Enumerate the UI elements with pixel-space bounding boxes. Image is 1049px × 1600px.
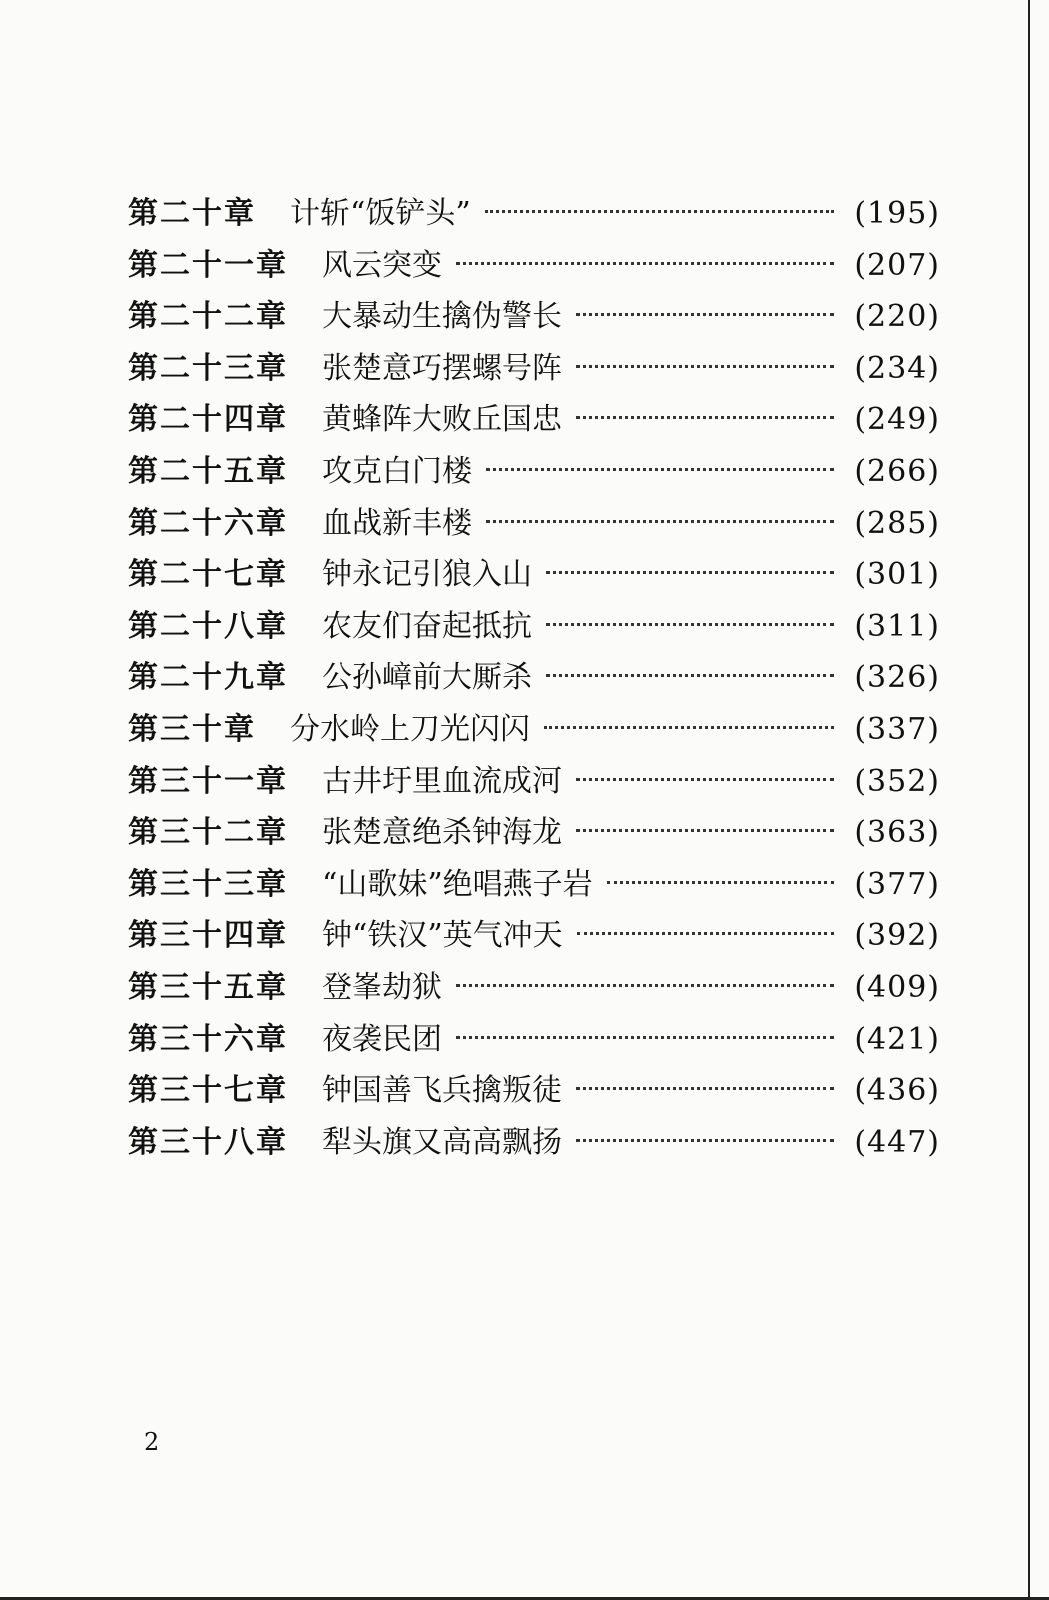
chapter-page-number: (436) [854,1073,940,1109]
toc-entry [128,603,940,655]
dot-leader [486,468,834,471]
chapter-number: 第二十七章 [128,557,288,593]
chapter-number: 第二十一章 [128,247,288,283]
chapter-title: 分水岭上刀光闪闪 [290,711,530,747]
dot-leader [576,778,834,781]
toc-entry [128,706,940,758]
chapter-number: 第三十七章 [128,1073,288,1109]
dot-leader [544,726,834,729]
dot-leader [576,829,834,832]
chapter-page-number: (337) [854,711,940,747]
chapter-page-number: (249) [854,402,940,438]
dot-leader [607,881,834,884]
chapter-number: 第二十章 [128,196,256,231]
chapter-page-number: (326) [854,660,940,696]
page-number: 2 [144,1428,160,1456]
toc-entry [128,809,940,861]
chapter-title: 黄蜂阵大败丘国忠 [322,402,562,438]
chapter-number: 第二十四章 [128,402,288,438]
chapter-number: 第三十六章 [128,1021,288,1057]
chapter-title: 古井圩里血流成河 [322,763,562,799]
dot-leader [576,1139,834,1142]
chapter-title: 计斩“饭铲头” [290,196,471,231]
chapter-title: 大暴动生擒伪警长 [322,299,562,335]
toc-entry [128,1016,940,1068]
chapter-title: 钟永记引狼入山 [322,557,532,593]
toc-entry [128,551,940,603]
chapter-title: 犁头旗又高高飘扬 [322,1124,562,1160]
dot-leader [577,932,834,935]
chapter-title: 钟“铁汉”英气冲天 [322,918,563,954]
dot-leader [456,984,834,987]
chapter-number: 第三十五章 [128,969,288,1005]
chapter-number: 第二十六章 [128,505,288,541]
dot-leader [546,571,834,574]
toc-entry [128,448,940,500]
chapter-title: 血战新丰楼 [322,505,472,541]
toc-entry [128,912,940,964]
chapter-title: 张楚意巧摆螺号阵 [322,350,562,386]
chapter-number: 第三十二章 [128,815,288,851]
chapter-page-number: (392) [854,918,940,954]
chapter-page-number: (363) [854,815,940,851]
dot-leader [546,623,834,626]
chapter-number: 第三十一章 [128,763,288,799]
toc-entry [128,1067,940,1119]
table-of-contents [128,190,940,1170]
toc-entry [128,500,940,552]
chapter-number: 第二十二章 [128,299,288,335]
toc-entry [128,758,940,810]
chapter-number: 第二十九章 [128,660,288,696]
page-edge-right [1028,0,1030,1600]
chapter-title: 攻克白门楼 [322,453,472,489]
dot-leader [576,365,834,368]
dot-leader [456,1036,834,1039]
chapter-number: 第三十章 [128,711,256,747]
chapter-page-number: (207) [854,247,940,283]
chapter-page-number: (311) [854,608,940,644]
chapter-page-number: (195) [854,196,940,231]
dot-leader [456,262,834,265]
chapter-number: 第三十八章 [128,1124,288,1160]
dot-leader [576,313,834,316]
toc-entry [128,1119,940,1171]
dot-leader [576,416,834,419]
chapter-title: 张楚意绝杀钟海龙 [322,815,562,851]
chapter-title: “山歌妹”绝唱燕子岩 [322,866,593,902]
chapter-number: 第三十四章 [128,918,288,954]
chapter-number: 第二十三章 [128,350,288,386]
toc-entry [128,654,940,706]
toc-entry [128,293,940,345]
dot-leader [576,1087,834,1090]
chapter-title: 农友们奋起抵抗 [322,608,532,644]
chapter-title: 钟国善飞兵擒叛徒 [322,1073,562,1109]
dot-leader [546,674,834,677]
chapter-number: 第三十三章 [128,866,288,902]
toc-entry [128,396,940,448]
chapter-page-number: (409) [854,969,940,1005]
toc-entry [128,345,940,397]
dot-leader [486,520,834,523]
chapter-number: 第二十五章 [128,453,288,489]
chapter-page-number: (447) [854,1124,940,1160]
toc-entry [128,190,940,242]
chapter-page-number: (285) [854,505,940,541]
chapter-number: 第二十八章 [128,608,288,644]
dot-leader [485,210,834,213]
chapter-title: 公孙嶂前大厮杀 [322,660,532,696]
chapter-title: 登峯劫狱 [322,969,442,1005]
chapter-page-number: (377) [854,866,940,902]
toc-entry [128,964,940,1016]
chapter-page-number: (352) [854,763,940,799]
chapter-page-number: (421) [854,1021,940,1057]
chapter-title: 风云突变 [322,247,442,283]
chapter-page-number: (301) [854,557,940,593]
chapter-page-number: (266) [854,453,940,489]
chapter-page-number: (220) [854,299,940,335]
toc-entry [128,861,940,913]
toc-entry [128,242,940,294]
chapter-title: 夜袭民团 [322,1021,442,1057]
chapter-page-number: (234) [854,350,940,386]
